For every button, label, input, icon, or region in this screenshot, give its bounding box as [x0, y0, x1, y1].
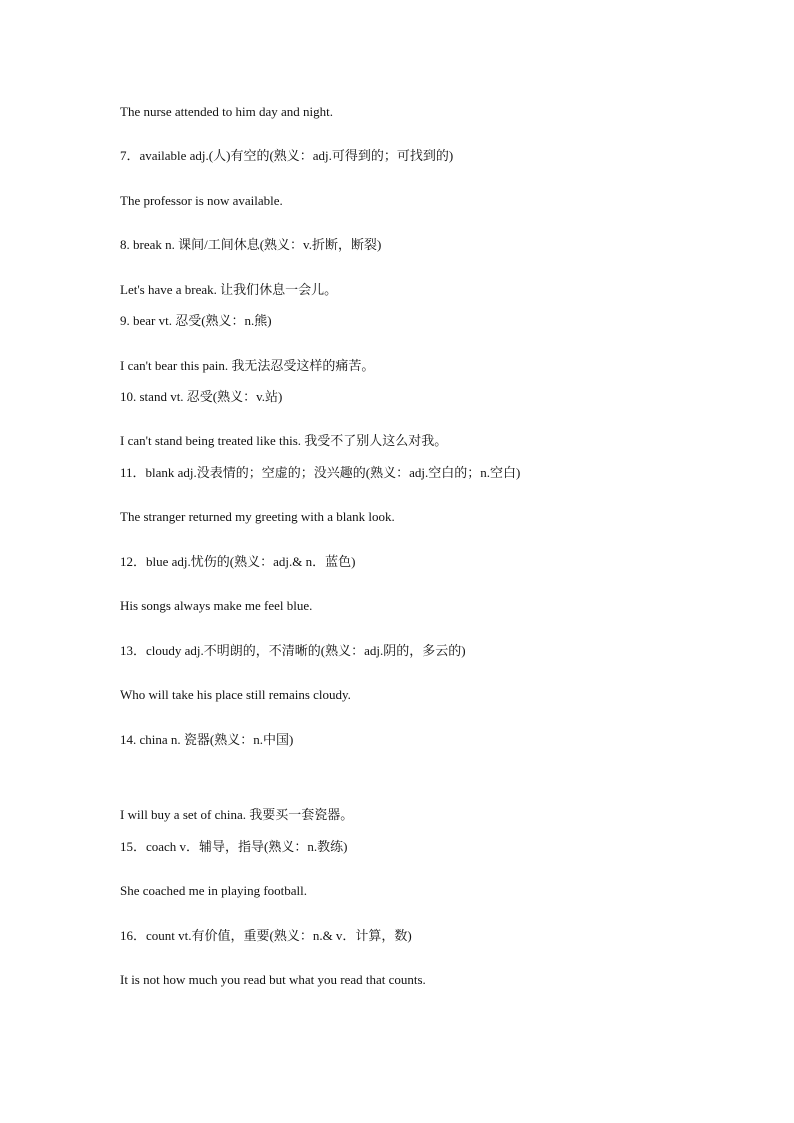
example-sentence: Who will take his place still remains cloudy. [120, 687, 351, 702]
vocab-entry-heading: 10. stand vt. 忍受(熟义：v.站) [120, 389, 283, 404]
vocab-entry-heading: 13．cloudy adj.不明朗的，不清晰的(熟义：adj.阴的，多云的) [120, 643, 466, 658]
example-sentence: The nurse attended to him day and night. [120, 104, 334, 119]
example-sentence: She coached me in playing football. [120, 883, 308, 898]
example-sentence: The stranger returned my greeting with a blank look. [120, 509, 395, 524]
vocab-entry-heading: 7．available adj.(人)有空的(熟义：adj.可得到的；可找到的) [120, 148, 454, 163]
example-sentence: His songs always make me feel blue. [120, 598, 313, 613]
vocab-entry-heading: 15．coach v．辅导，指导(熟义：n.教练) [120, 839, 348, 854]
vocab-entry-heading: 11．blank adj.没表情的；空虚的；没兴趣的(熟义：adj.空白的；n.空白) [120, 465, 521, 480]
example-sentence: Let's have a break. 让我们休息一会儿。 [120, 282, 338, 297]
example-sentence: I can't stand being treated like this. 我受不了别人这么对我。 [120, 433, 448, 448]
example-sentence: The professor is now available. [120, 193, 283, 208]
example-sentence: It is not how much you read but what you read that counts. [120, 972, 426, 987]
vocab-entry-heading: 12．blue adj.忧伤的(熟义：adj.& n．蓝色) [120, 554, 356, 569]
vocab-entry-heading: 16．count vt.有价值，重要(熟义：n.& v．计算，数) [120, 928, 412, 943]
vocab-entry-heading: 14. china n. 瓷器(熟义：n.中国) [120, 732, 294, 747]
vocab-entry-heading: 8. break n. 课间/工间休息(熟义：v.折断，断裂) [120, 237, 382, 252]
vocab-entry-heading: 9. bear vt. 忍受(熟义：n.熊) [120, 313, 272, 328]
example-sentence: I will buy a set of china. 我要买一套瓷器。 [120, 807, 354, 822]
example-sentence: I can't bear this pain. 我无法忍受这样的痛苦。 [120, 358, 375, 373]
